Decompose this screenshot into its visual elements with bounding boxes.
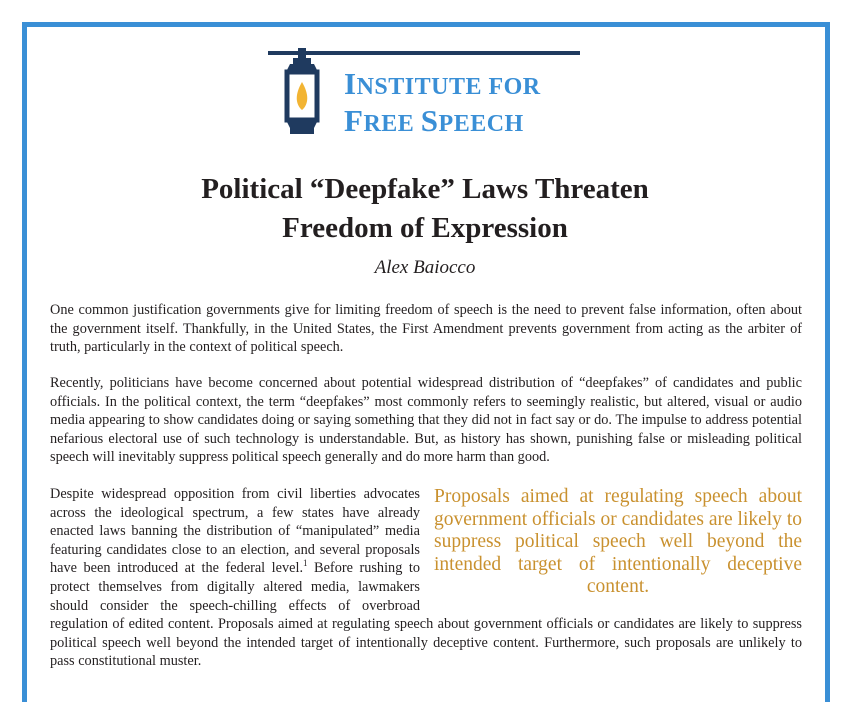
paragraph-1: One common justification governments give for limiting freedom of speech is the need to prevent false information, often about the government itself. Thankfully, in the United States, the First Amendment prevents government from acting as the arbiter of truth, particularly in the context of political speech. [50, 302, 802, 356]
lantern-icon [282, 48, 322, 136]
author-byline: Alex Baiocco [374, 257, 476, 278]
article-title [0, 170, 850, 248]
paragraph-2: Recently, politicians have become concerned about potential widespread distribution of “deepfakes” of candidates and public officials. In the political context, the term “deepfakes” most commonly refers to seemingly realistic, but altered, visual or audio media appearing to show candidates doing or saying something that they did not in fact say or do. The impulse to address potential nefarious electoral use of such technology is understandable. But, as history has shown, punishing false or misleading political speech will inevitably suppress political speech generally and do more harm than good. [50, 375, 802, 466]
footnote-mark: 1 [303, 558, 308, 569]
paragraph-3-text-b: Before rushing to protect themselves from digitally altered media, lawmakers should consider the speech-chilling effects of overbroad regulation of edited content. Proposals aimed at regulating speech about government officials or candidates are likely to suppress political speech well beyond the intended target of intentionally deceptive content. Furthermore, such proposals are unlikely to pass constitutional muster. [50, 560, 802, 670]
title-line-1: Political “Deepfake” Laws Threaten [201, 173, 649, 205]
logo-line-1: INSTITUTE FOR [344, 66, 541, 101]
paragraph-3 [50, 485, 802, 671]
title-line-2: Freedom of Expression [282, 212, 568, 244]
logo-wordmark [344, 68, 541, 142]
pull-quote: Proposals aimed at regulating speech about government officials or candidates are likely to suppress political speech well beyond the intended target of intentionally deceptive content. [434, 486, 802, 597]
logo-line-2: FREE SPEECH [344, 103, 524, 138]
paragraph-3-text-a: Despite widespread opposition from civil liberties advocates across the ideological spectrum, a few states have already enacted laws banning the distribution of “manipulated” media featuring candidates close to an election, and several proposals have been introduced at the federal level. [50, 486, 420, 577]
institute-logo [268, 48, 588, 138]
